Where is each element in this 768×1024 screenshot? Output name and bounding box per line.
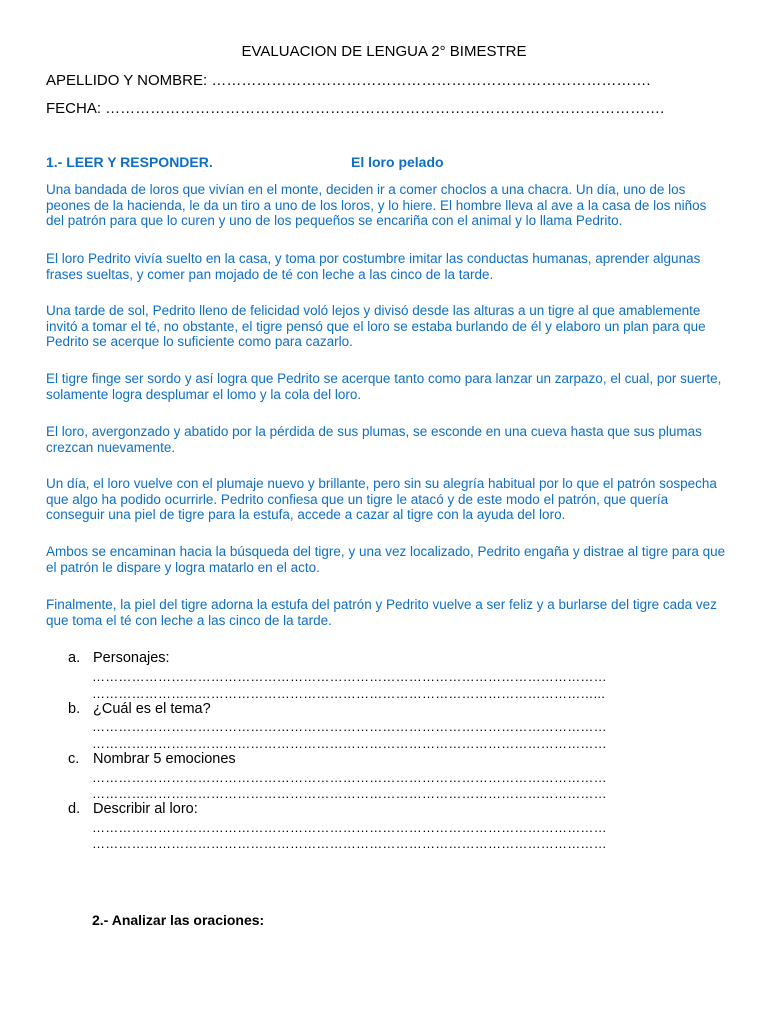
question-text: Personajes:: [93, 650, 170, 666]
question-marker: c.: [68, 751, 80, 767]
name-field: APELLIDO Y NOMBRE: …………………………………………………………………………….: [46, 72, 651, 89]
section-1-heading: 1.- LEER Y RESPONDER.: [46, 154, 213, 170]
answer-line: ………………………………………………………………………………………………………: [92, 786, 607, 801]
story-paragraph: Una bandada de loros que vivían en el monte, deciden ir a comer choclos a una chacra. Un día, uno de los peones de la hacienda, le da un tiro a uno de los loros, y lo hiere. El hombre lleva al ave a la casa de los niños del patrón para que lo curen y uno de los pequeños se encariña con el animal y lo llama Pedrito.: [46, 182, 707, 229]
answer-line: ………………………………………………………………………………………………………: [92, 736, 607, 751]
story-paragraph: Un día, el loro vuelve con el plumaje nuevo y brillante, pero sin su alegría habitual por lo que el patrón sospecha que algo ha podido ocurrirle. Pedrito confiesa que un tigre le atacó y de este modo el patrón, que quería conseguir una piel de tigre para la estufa, accede a cazar al tigre con la ayuda del loro.: [46, 476, 717, 523]
question-marker: a.: [68, 650, 81, 666]
answer-line: ………………………………………………………………………………………………………: [92, 820, 607, 835]
story-paragraph: El loro Pedrito vivía suelto en la casa, y toma por costumbre imitar las conductas humanas, aprender algunas frases sueltas, y comer pan mojado de té con leche a las cinco de la tarde.: [46, 251, 701, 282]
story-paragraph: Una tarde de sol, Pedrito lleno de felicidad voló lejos y divisó desde las alturas a un tigre al que amablemente invitó a tomar el té, no obstante, el tigre pensó que el loro se estaba burlando de él y elaboro un plan para que Pedrito se acerque lo suficiente como para cazarlo.: [46, 303, 706, 350]
question-text: Describir al loro:: [93, 801, 198, 817]
question-marker: b.: [68, 701, 81, 717]
story-paragraph: El tigre finge ser sordo y así logra que Pedrito se acerque tanto como para lanzar un zarpazo, el cual, por suerte, solamente logra desplumar el lomo y la cola del loro.: [46, 371, 722, 402]
answer-line: ……………………………………………………………………………………………………...: [92, 686, 606, 701]
story-title: El loro pelado: [351, 154, 444, 170]
question-marker: d.: [68, 801, 81, 817]
story-paragraph: El loro, avergonzado y abatido por la pérdida de sus plumas, se esconde en una cueva hasta que sus plumas crezcan nuevamente.: [46, 424, 702, 455]
date-field: FECHA: ………………………………………………………………………………………………….: [46, 100, 665, 117]
answer-line: ………………………………………………………………………………………………………: [92, 719, 607, 734]
section-2-heading: 2.- Analizar las oraciones:: [92, 912, 265, 928]
answer-line: ………………………………………………………………………………………………………: [92, 770, 607, 785]
story-paragraph: Finalmente, la piel del tigre adorna la estufa del patrón y Pedrito vuelve a ser feliz y a burlarse del tigre cada vez que toma el té con leche a las cinco de la tarde.: [46, 597, 717, 628]
question-text: Nombrar 5 emociones: [93, 751, 236, 767]
answer-line: ………………………………………………………………………………………………………: [92, 836, 607, 851]
question-text: ¿Cuál es el tema?: [93, 701, 211, 717]
document-title: EVALUACION DE LENGUA 2° BIMESTRE: [241, 43, 527, 60]
answer-line: ………………………………………………………………………………………………………: [92, 669, 607, 684]
story-paragraph: Ambos se encaminan hacia la búsqueda del tigre, y una vez localizado, Pedrito engaña y distrae al tigre para que el patrón le dispare y logra matarlo en el acto.: [46, 544, 726, 575]
